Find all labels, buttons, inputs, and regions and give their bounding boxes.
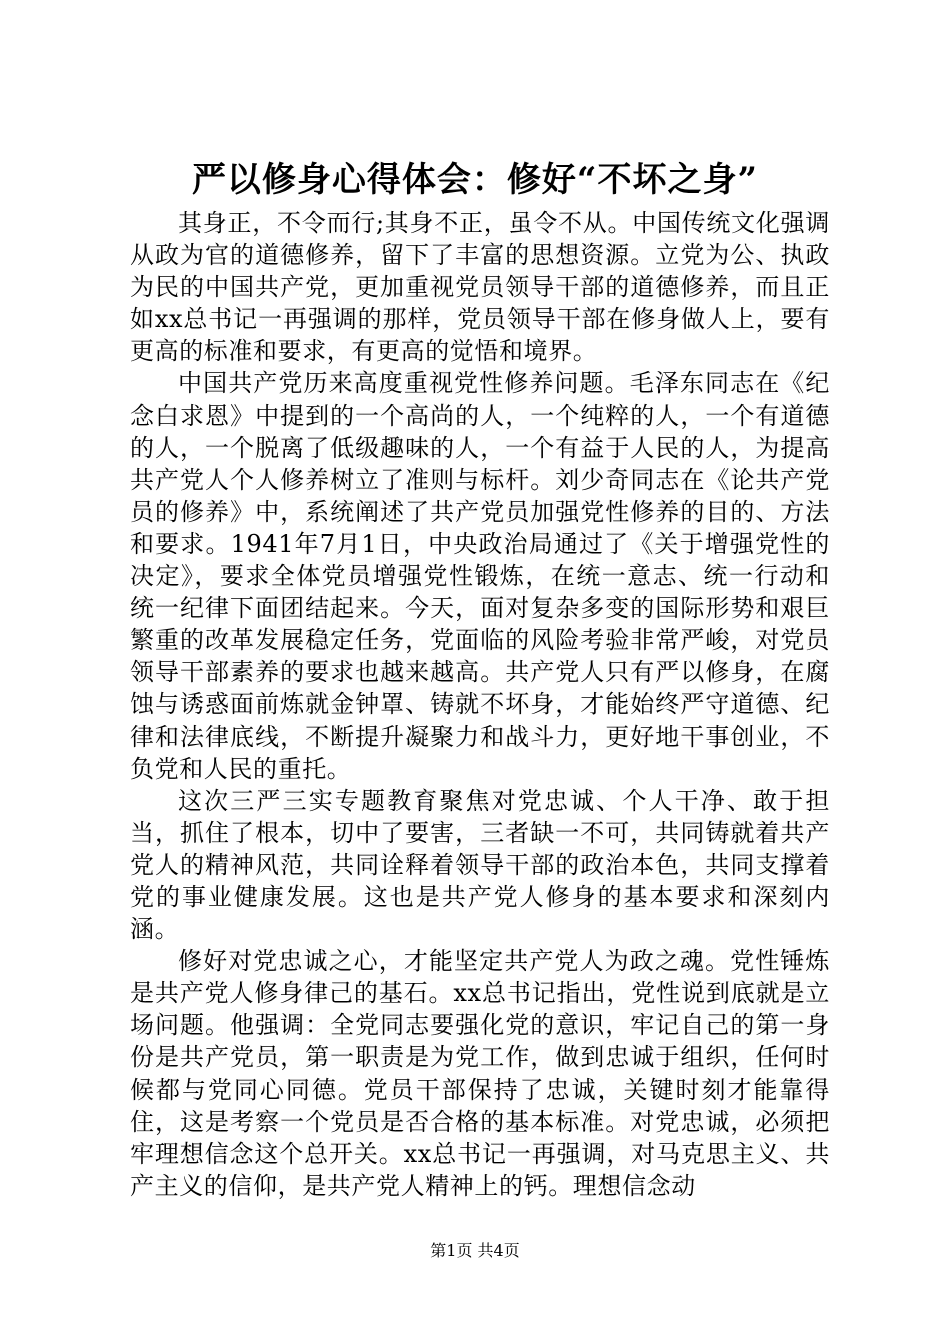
paragraph-4: 修好对党忠诚之心，才能坚定共产党人为政之魂。党性锤炼是共产党人修身律己的基石。xx总书记指出，党性说到底就是立场问题。他强调：全党同志要强化党的意识，牢记自己的第一身份是共产党员，第一职责是为党工作，做到忠诚于组织，任何时候都与党同心同德。党员干部保持了忠诚，关键时刻才能靠得住，这是考察一个党员是否合格的基本标准。对党忠诚，必须把牢理想信念这个总开关。xx总书记一再强调，对马克思主义、共产主义的信仰，是共产党人精神上的钙。理想信念动 bbox=[130, 947, 830, 1200]
paragraph-1: 其身正，不令而行;其身不正，虽令不从。中国传统文化强调从政为官的道德修养，留下了丰富的思想资源。立党为公、执政为民的中国共产党，更加重视党员领导干部的道德修养，而且正如xx总书记一再强调的那样，党员领导干部在修身做人上，要有更高的标准和要求，有更高的觉悟和境界。 bbox=[130, 209, 830, 366]
page-footer: 第1页 共4页 bbox=[430, 1241, 520, 1260]
paragraph-2: 中国共产党历来高度重视党性修养问题。毛泽东同志在《纪念白求恩》中提到的一个高尚的人，一个纯粹的人，一个有道德的人，一个脱离了低级趣味的人，一个有益于人民的人，为提高共产党人个人修养树立了准则与标杆。刘少奇同志在《论共产党员的修养》中，系统阐述了共产党员加强党性修养的目的、方法和要求。1941年7月1日，中央政治局通过了《关于增强党性的决定》，要求全体党员增强党性锻炼，在统一意志、统一行动和统一纪律下面团结起来。今天，面对复杂多变的国际形势和艰巨繁重的改革发展稳定任务，党面临的风险考验非常严峻，对党员领导干部素养的要求也越来越高。共产党人只有严以修身，在腐蚀与诱惑面前炼就金钟罩、铸就不坏身，才能始终严守道德、纪律和法律底线，不断提升凝聚力和战斗力，更好地干事创业，不负党和人民的重托。 bbox=[130, 369, 830, 783]
document-body bbox=[130, 207, 830, 1202]
paragraph-3: 这次三严三实专题教育聚焦对党忠诚、个人干净、敢于担当，抓住了根本，切中了要害，三者缺一不可，共同铸就着共产党人的精神风范，共同诠释着领导干部的政治本色，共同支撑着党的事业健康发展。这也是共产党人修身的基本要求和深刻内涵。 bbox=[130, 786, 830, 944]
document-title: 严以修身心得体会：修好“不坏之身” bbox=[191, 160, 759, 200]
